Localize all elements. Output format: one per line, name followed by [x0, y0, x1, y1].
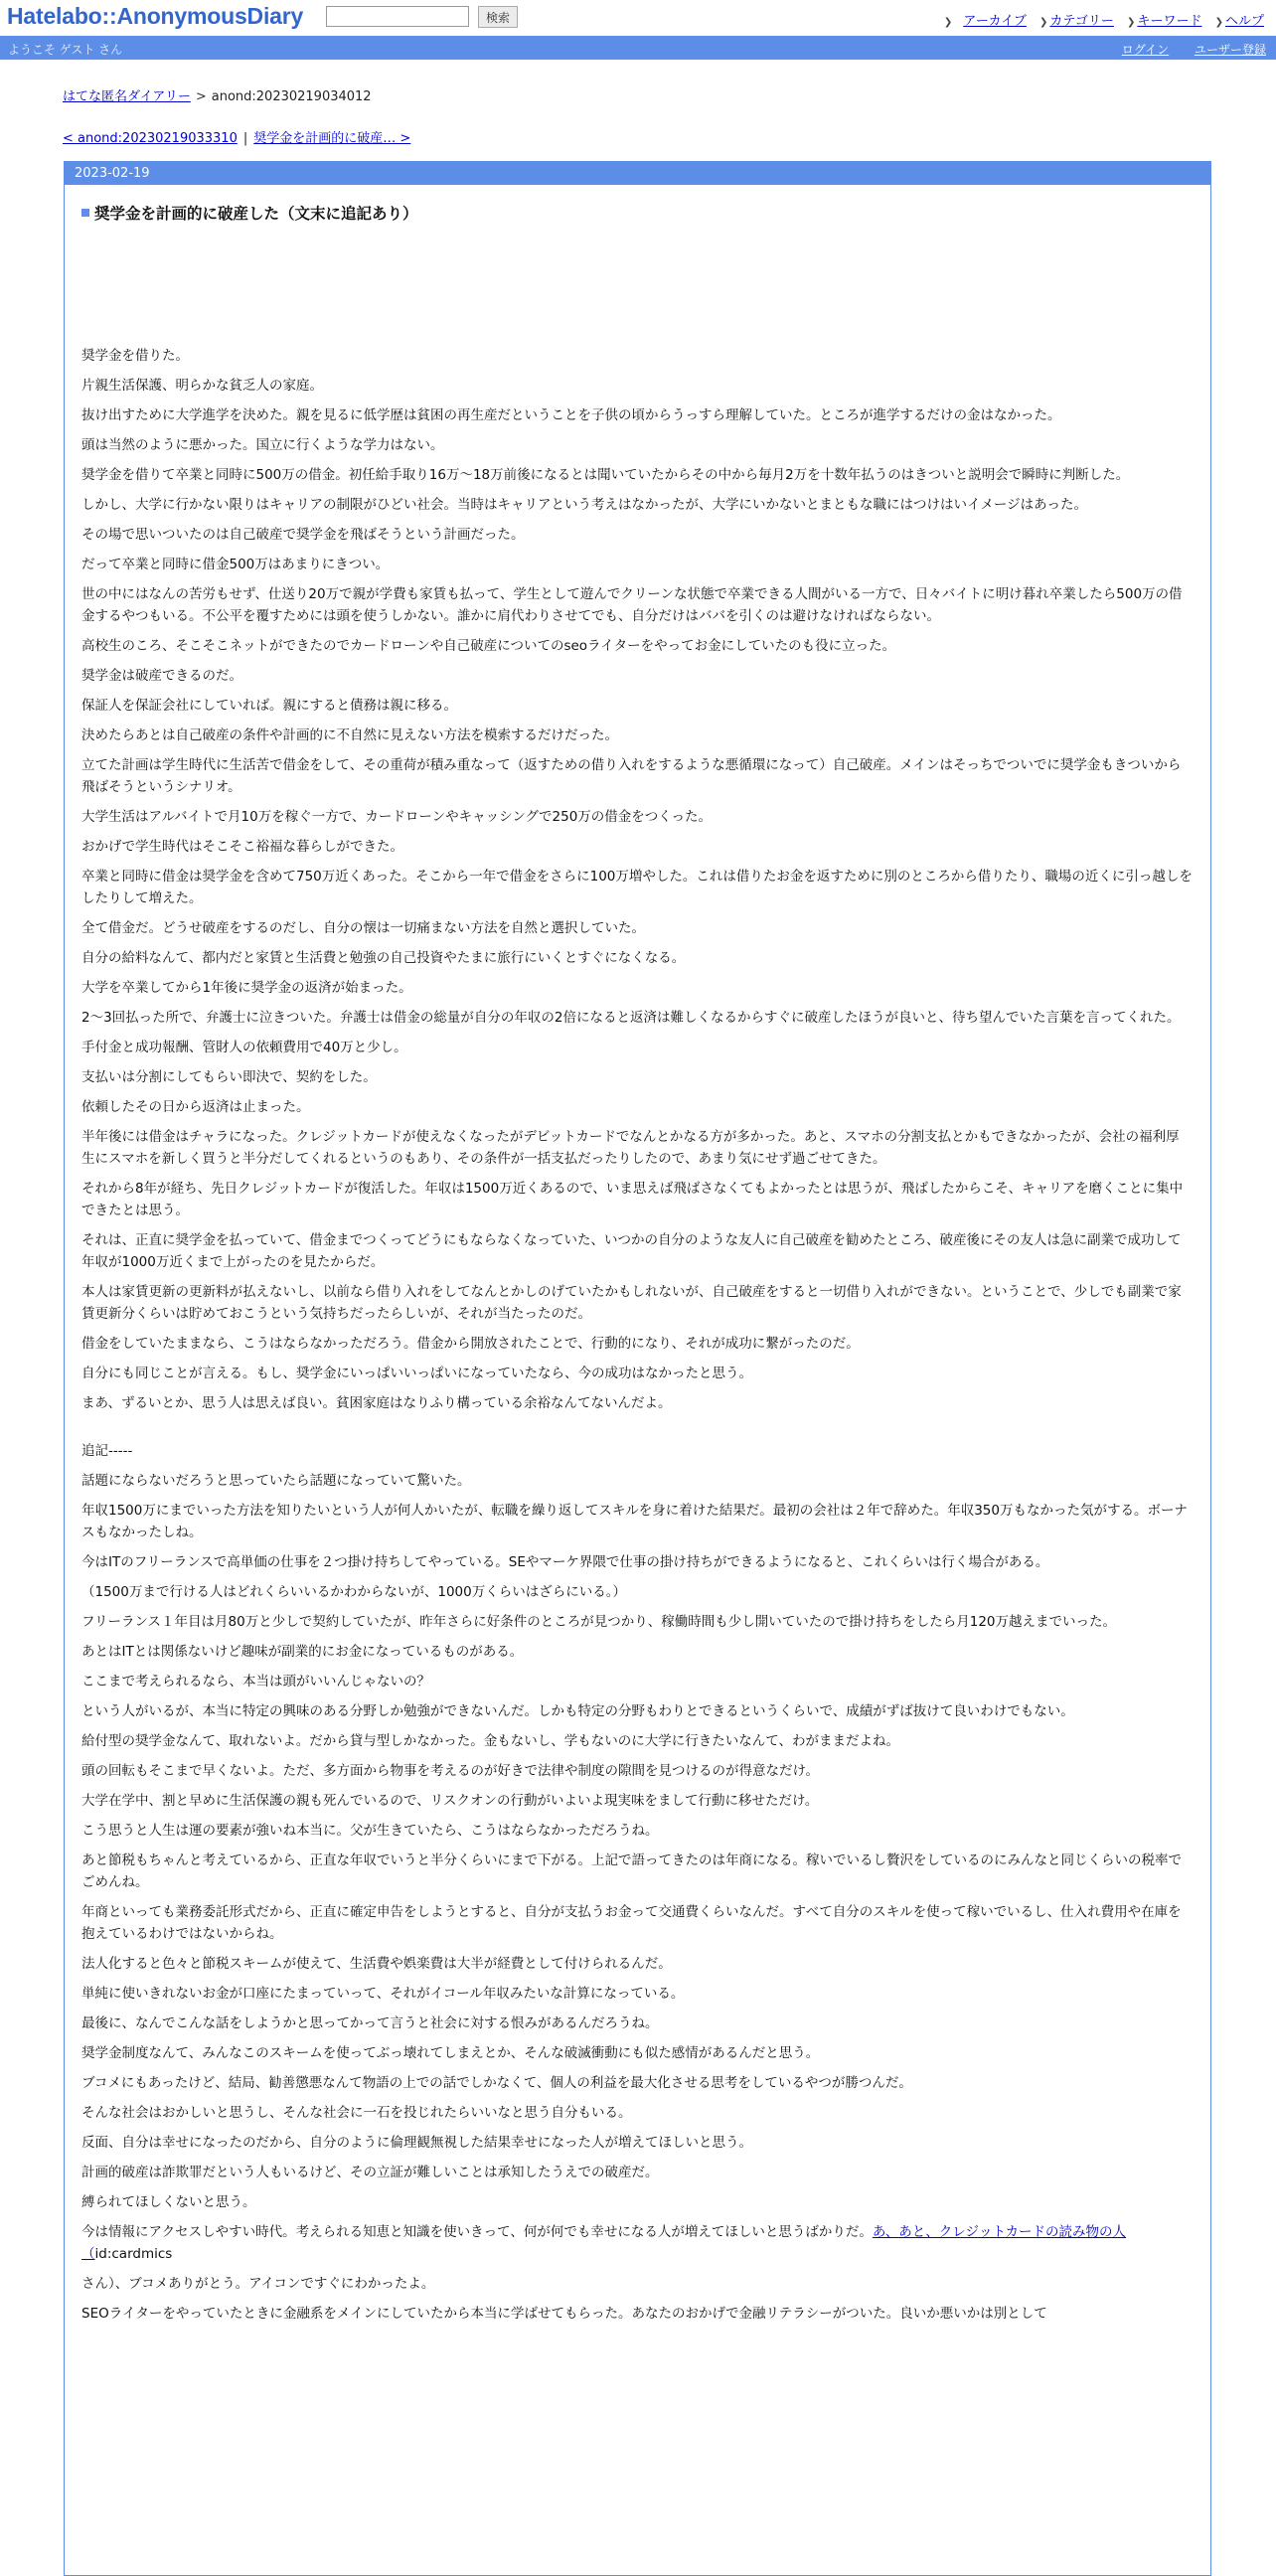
chevron-right-icon: ❯: [1039, 17, 1048, 28]
paragraph: 反面、自分は幸せになったのだから、自分のように倫理観無視した結果幸せになった人が増えてほしいと思う。: [81, 2135, 752, 2151]
paragraph: 大学在学中、割と早めに生活保護の親も死んでいるので、リスクオンの行動がいよいよ現実味をまして行動に移せただけ。: [81, 1793, 819, 1809]
paragraph: 高校生のころ、そこそこネットができたのでカードローンや自己破産についてのseoライターをやってお金にしていたのも役に立った。: [81, 638, 896, 654]
paragraph: 卒業と同時に借金は奨学金を含めて750万近くあった。そこから一年で借金をさらに100万増やした。これは借りたお金を返すために別のところから借りたり、職場の近くに引っ越しをしたりして増えた。: [81, 869, 1193, 906]
site-logo[interactable]: Hatelabo::AnonymousDiary: [7, 3, 304, 29]
entry-body: [81, 345, 1193, 2325]
paragraph: 自分にも同じことが言える。もし、奨学金にいっぱいいっぱいになっていたなら、今の成功はなかったと思う。: [81, 1366, 752, 1381]
user-id-link[interactable]: あ、あと、クレジットカードの読み物の人（: [81, 2224, 1127, 2262]
nav-archive-link[interactable]: アーカイブ: [963, 14, 1027, 29]
search-button[interactable]: 検索: [478, 6, 518, 28]
paragraph: ブコメにもあったけど、結局、勧善懲悪なんて物語の上での話でしかなくて、個人の利益を最大化させる思考をしているやつが勝つんだ。: [81, 2075, 912, 2091]
breadcrumb-home-link[interactable]: はてな匿名ダイアリー: [63, 89, 191, 104]
paragraph: こう思うと人生は運の要素が強いね本当に。父が生きていたら、こうはならなかっただろうね。: [81, 1823, 659, 1839]
day-box: [64, 161, 1211, 2576]
breadcrumb-current: anond:20230219034012: [211, 89, 372, 104]
paragraph: 本人は家賃更新の更新料が払えないし、以前なら借り入れをしてなんとかしのげていたかもしれないが、自己破産をすると一切借り入れができない。ということで、少しでも副業で家賃更新分くらいは貯めておこうという気持ちだったらしいが、それが当たったのだ。: [81, 1284, 1182, 1322]
nav-category-link[interactable]: カテゴリー: [1049, 14, 1114, 29]
paragraph: 奨学金は破産できるのだ。: [81, 668, 242, 684]
paragraph: だって卒業と同時に借金500万はあまりにきつい。: [81, 557, 390, 572]
addendum-heading: 追記-----: [81, 1443, 133, 1459]
paragraph: 奨学金制度なんて、みんなこのスキームを使ってぶっ壊れてしまえとか、そんな破滅衝動にも似た感情があるんだと思う。: [81, 2045, 820, 2061]
paragraph: ここまで考えられるなら、本当は頭がいいんじゃないの？: [81, 1674, 430, 1690]
paragraph: 世の中にはなんの苦労もせず、仕送り20万で親が学費も家賃も払って、学生として遊んでクリーンな状態で卒業できる人間がいる一方で、日々バイトに明け暮れ卒業したら500万の借金するやつもいる。不公平を覆すためには頭を使うしかない。誰かに肩代わりさせてでも、自分だけはババを引くのは避けなければならない。: [81, 586, 1183, 624]
pager-separator: |: [242, 131, 248, 146]
paragraph: 頭の回転もそこまで早くないよ。ただ、多方面から物事を考えるのが好きで法律や制度の隙間を見つけるのが得意なだけ。: [81, 1763, 819, 1779]
paragraph: 抜け出すために大学進学を決めた。親を見るに低学歴は貧困の再生産だということを子供の頃からうっすら理解していた。ところが進学するだけの金はなかった。: [81, 407, 1061, 423]
paragraph: しかし、大学に行かない限りはキャリアの制限がひどい社会。当時はキャリアという考えはなかったが、大学にいかないとまともな職にはつけはいイメージはあった。: [81, 497, 1087, 513]
register-link[interactable]: ユーザー登録: [1194, 43, 1266, 57]
paragraph: 頭は当然のように悪かった。国立に行くような学力はない。: [81, 437, 444, 453]
day-date: 2023-02-19: [65, 162, 1210, 185]
paragraph: 手付金と成功報酬、管財人の依頼費用で40万と少し。: [81, 1040, 407, 1055]
paragraph: あと節税もちゃんと考えているから、正直な年収でいうと半分くらいにまで下がる。上記で語ってきたのは年商になる。稼いでいるし贅沢をしているのにみんなと同じくらいの税率でごめんね。: [81, 1852, 1182, 1890]
paragraph: 奨学金を借りた。: [81, 348, 189, 364]
welcome-text: ようこそ ゲスト さん: [8, 43, 123, 57]
paragraph: 大学を卒業してから1年後に奨学金の返済が始まった。: [81, 980, 412, 996]
paragraph: さん）、ブコメありがとう。アイコンですぐにわかったよ。: [81, 2276, 435, 2292]
prev-entry-link[interactable]: < anond:20230219033310: [63, 131, 238, 146]
paragraph: まあ、ずるいとか、思う人は思えば良い。貧困家庭はなりふり構っている余裕なんてないんだよ。: [81, 1395, 672, 1411]
breadcrumb-separator: >: [195, 89, 207, 104]
paragraph: おかげで学生時代はそこそこ裕福な暮らしができた。: [81, 839, 403, 855]
paragraph: 大学生活はアルバイトで月10万を稼ぐ一方で、カードローンやキャッシングで250万の借金をつくった。: [81, 809, 713, 825]
paragraph: 自分の給料なんて、都内だと家賃と生活費と勉強の自己投資やたまに旅行にいくとすぐになくなる。: [81, 950, 686, 966]
paragraph: という人がいるが、本当に特定の興味のある分野しか勉強ができないんだ。しかも特定の分野もわりとできるというくらいで、成績がずば抜けて良いわけでもない。: [81, 1703, 1074, 1719]
entry-title-text: 奨学金を計画的に破産した（文末に追記あり）: [94, 205, 418, 223]
paragraph: 保証人を保証会社にしていれば。親にすると債務は親に移る。: [81, 698, 457, 714]
nav-help-link[interactable]: ヘルプ: [1224, 14, 1264, 29]
paragraph: それから8年が経ち、先日クレジットカードが復活した。年収は1500万近くあるので、いま思えば飛ばさなくてもよかったとは思うが、飛ばしたからこそ、キャリアを磨くことに集中できたとは思う。: [81, 1181, 1184, 1218]
paragraph: 立てた計画は学生時代に生活苦で借金をして、その重荷が積み重なって（返すための借り入れをするような悪循環になって）自己破産。メインはそっちでついでに奨学金もきついから飛ばそうというシナリオ。: [81, 757, 1182, 795]
search-input[interactable]: [326, 6, 469, 27]
paragraph: あとはITとは関係ないけど趣味が副業的にお金になっているものがある。: [81, 1644, 524, 1660]
paragraph: その場で思いついたのは自己破産で奨学金を飛ばそうという計画だった。: [81, 527, 525, 543]
account-links: [1100, 41, 1266, 58]
paragraph: 依頼したその日から返済は止まった。: [81, 1099, 310, 1115]
welcome-bar: [0, 36, 1276, 60]
divider-text: SEOライターをやっていたときに金融系をメインにしていたから本当に学ばせてもらった。あなたのおかげで金融リテラシーがついた。良いか悪いかは別として: [81, 2306, 1047, 2322]
chevron-right-icon: ❯: [1214, 17, 1223, 28]
paragraph: 法人化すると色々と節税スキームが使えて、生活費や娯楽費は大半が経費として付けられるんだ。: [81, 1956, 672, 1972]
next-entry-link[interactable]: 奨学金を計画的に破産… >: [253, 131, 411, 146]
paragraph: 年収1500万にまでいった方法を知りたいという人が何人かいたが、転職を繰り返してスキルを身に着けた結果だ。最初の会社は２年で辞めた。年収350万もなかった気がする。ボーナスもなかったしね。: [81, 1503, 1188, 1540]
paragraph: 奨学金を借りて卒業と同時に500万の借金。初任給手取り16万〜18万前後になるとは聞いていたからその中から毎月2万を十数年払うのはきついと説明会で瞬時に判断した。: [81, 467, 1130, 483]
entry-section: [65, 202, 1210, 2325]
paragraph: 2〜3回払った所で、弁護士に泣きついた。弁護士は借金の総量が自分の年収の2倍になると返済は難しくなるからすぐに破産したほうが良いと、待ち望んでいた言葉を言ってくれた。: [81, 1010, 1181, 1026]
paragraph: 全て借金だ。どうせ破産をするのだし、自分の懐は一切痛まない方法を自然と選択していた。: [81, 920, 645, 936]
paragraph: そんな社会はおかしいと思うし、そんな社会に一石を投じれたらいいなと思う自分もいる。: [81, 2105, 632, 2121]
entry-title: [81, 202, 1193, 224]
paragraph: 単純に使いきれないお金が口座にたまっていって、それがイコール年収みたいな計算になっている。: [81, 1986, 685, 2002]
paragraph: （1500万まで行ける人はどれくらいいるかわからないが、1000万くらいはざらにいる。）: [81, 1584, 626, 1600]
top-nav: [944, 10, 1264, 29]
paragraph: 支払いは分割にしてもらい即決で、契約をした。: [81, 1069, 377, 1085]
paragraph: 今はITのフリーランスで高単価の仕事を２つ掛け持ちしてやっている。SEやマーケ界隈で仕事の掛け持ちができるようになると、これくらいは行く場合がある。: [81, 1554, 1049, 1570]
paragraph: 決めたらあとは自己破産の条件や計画的に不自然に見えない方法を模索するだけだった。: [81, 727, 618, 743]
paragraph: 話題にならないだろうと思っていたら話題になっていて驚いた。: [81, 1473, 471, 1489]
login-link[interactable]: ログイン: [1121, 43, 1170, 57]
top-bar: [0, 0, 1276, 36]
paragraph: 縛られてほしくないと思う。: [81, 2194, 256, 2210]
breadcrumb: [63, 85, 372, 104]
paragraph: 計画的破産は詐欺罪だという人もいるけど、その立証が難しいことは承知したうえでの破産だ。: [81, 2165, 659, 2180]
chevron-right-icon: ❯: [943, 17, 953, 28]
paragraph: 半年後には借金はチャラになった。クレジットカードが使えなくなったがデビットカードでなんとかなる方が多かった。あと、スマホの分割支払とかもできなかったが、会社の福利厚生にスマホを新しく買うと半分だしてくれるというのもあり、その条件が一括支払だったりしたので、あまり気にせず過ごせてきた。: [81, 1129, 1180, 1167]
paragraph: 借金をしていたままなら、こうはならなかっただろう。借金から開放されたことで、行動的になり、それが成功に繋がったのだ。: [81, 1336, 860, 1352]
paragraph: 片親生活保護、明らかな貧乏人の家庭。: [81, 378, 323, 394]
paragraph: 年商といっても業務委託形式だから、正直に確定申告をしようとすると、自分が支払うお金って交通費くらいなんだ。すべて自分のスキルを使って稼いでいるし、仕入れ費用や在庫を抱えているわけではないからね。: [81, 1904, 1182, 1942]
paragraph-with-link: [81, 2221, 1193, 2265]
nav-keyword-link[interactable]: キーワード: [1137, 14, 1202, 29]
paragraph: それは、正直に奨学金を払っていて、借金までつくってどうにもならなくなっていた、いつかの自分のような友人に自己破産を勧めたところ、破産後にその友人は急に副業で成功して年収が1000万近くまで上がったのを見たからだ。: [81, 1232, 1182, 1270]
chevron-right-icon: ❯: [1127, 17, 1136, 28]
paragraph-text: id:cardmics: [94, 2246, 173, 2262]
paragraph: 給付型の奨学金なんて、取れないよ。だから貸与型しかなかった。金もないし、学もないのに大学に行きたいなんて、わがままだよね。: [81, 1733, 899, 1749]
paragraph: 最後に、なんでこんな話をしようかと思ってかって言うと社会に対する恨みがあるんだろうね。: [81, 2015, 659, 2031]
paragraph-text: 今は情報にアクセスしやすい時代。考えられる知恵と知識を使いきって、何が何でも幸せになる人が増えてほしいと思うばかりだ。: [81, 2224, 873, 2240]
entry-pager: [63, 127, 410, 146]
paragraph: フリーランス１年目は月80万と少しで契約していたが、昨年さらに好条件のところが見つかり、稼働時間も少し開いていたので掛け持ちをしたら月120万越えまでいった。: [81, 1614, 1116, 1630]
entry-marker-icon[interactable]: [81, 209, 89, 217]
